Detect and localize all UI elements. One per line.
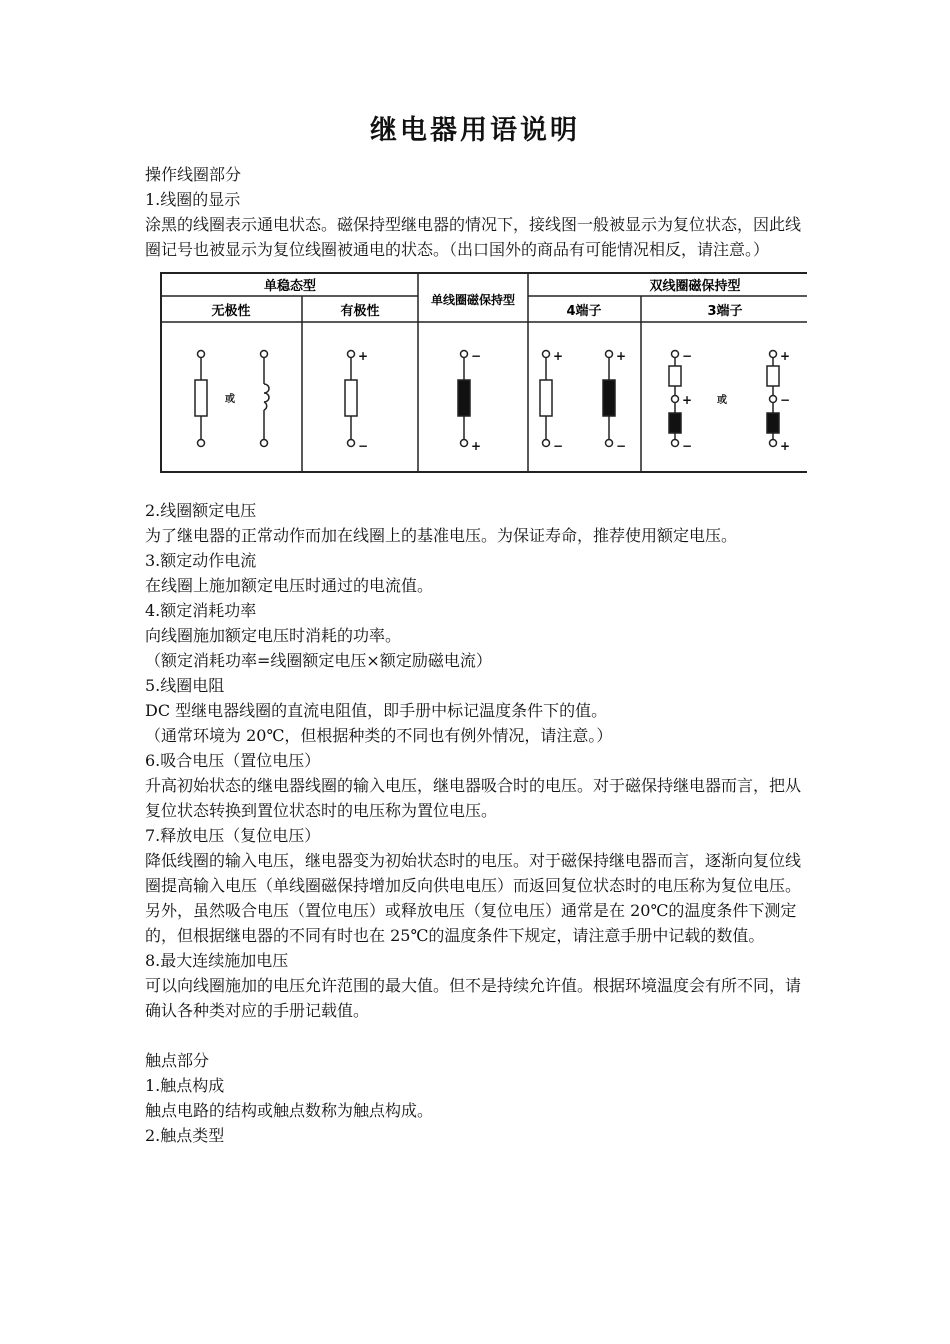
minus-sign: − (471, 349, 482, 363)
minus-sign: − (358, 439, 369, 453)
paragraph: DC 型继电器线圈的直流电阻值，即手册中标记温度条件下的值。 (145, 701, 608, 720)
minus-sign: − (682, 349, 693, 363)
paragraph: 在线圈上施加额定电压时通过的电流值。 (145, 576, 434, 595)
paragraph: （额定消耗功率=线圈额定电压×额定励磁电流） (145, 651, 492, 670)
item-heading: 6.吸合电压（置位电压） (145, 751, 321, 770)
header-single-stable: 单稳态型 (263, 279, 317, 294)
item-heading: 7.释放电压（复位电压） (145, 826, 321, 845)
minus-sign: − (780, 393, 791, 407)
paragraph: 可以向线圈施加的电压允许范围的最大值。但不是持续允许值。根据环境温度会有所不同，请确认各种类对应的手册记载值。 (145, 976, 802, 1020)
section-heading-coil: 操作线圈部分 (145, 165, 242, 184)
header-double-latch: 双线圈磁保持型 (649, 279, 741, 294)
paragraph: 升高初始状态的继电器线圈的输入电压，继电器吸合时的电压。对于磁保持继电器而言，把从复位状态转换到置位状态时的电压称为置位电压。 (145, 776, 802, 820)
minus-sign: − (616, 439, 627, 453)
item-heading: 5.线圈电阻 (145, 676, 225, 695)
or-label: 或 (717, 395, 727, 406)
plus-sign: + (471, 439, 482, 453)
header-4-terminal: 4端子 (566, 304, 602, 319)
document-body (145, 162, 807, 1148)
item-heading: 2.线圈额定电压 (145, 501, 257, 520)
header-polar: 有极性 (340, 304, 380, 319)
item-heading: 2.触点类型 (145, 1126, 225, 1145)
item-heading: 4.额定消耗功率 (145, 601, 257, 620)
section-heading-contact: 触点部分 (145, 1051, 210, 1070)
header-nonpolar: 无极性 (211, 304, 251, 319)
paragraph: 向线圈施加额定电压时消耗的功率。 (145, 626, 402, 645)
paragraph: 涂黑的线圈表示通电状态。磁保持型继电器的情况下，接线图一般被显示为复位状态，因此线圈记号也被显示为复位线圈被通电的状态。（出口国外的商品有可能情况相反，请注意。） (145, 215, 802, 259)
header-single-latch: 单线圈磁保持型 (430, 293, 516, 307)
minus-sign: − (553, 439, 564, 453)
item-heading: 1.触点构成 (145, 1076, 225, 1095)
item-heading: 1.线圈的显示 (145, 190, 241, 209)
coil-symbol-diagram (160, 272, 807, 474)
plus-sign: + (780, 439, 791, 453)
minus-sign: − (682, 439, 693, 453)
plus-sign: + (682, 393, 693, 407)
header-3-terminal: 3端子 (707, 304, 743, 319)
paragraph: 降低线圈的输入电压，继电器变为初始状态时的电压。对于磁保持继电器而言，逐渐向复位线圈提高输入电压（单线圈磁保持增加反向供电电压）而返回复位状态时的电压称为复位电压。另外，虽然吸合电压（置位电压）或释放电压（复位电压）通常是在 20℃的温度条件下测定的，但根据继电器的不同有时也在 25℃的温度条件下规定，请注意手册中记载的数值。 (145, 851, 802, 945)
plus-sign: + (358, 349, 369, 363)
item-heading: 3.额定动作电流 (145, 551, 257, 570)
or-label: 或 (225, 394, 235, 405)
paragraph: 为了继电器的正常动作而加在线圈上的基准电压。为保证寿命，推荐使用额定电压。 (145, 526, 738, 545)
paragraph: （通常环境为 20℃，但根据种类的不同也有例外情况，请注意。） (145, 726, 613, 745)
item-heading: 8.最大连续施加电压 (145, 951, 289, 970)
plus-sign: + (780, 349, 791, 363)
plus-sign: + (553, 349, 564, 363)
paragraph: 触点电路的结构或触点数称为触点构成。 (145, 1101, 434, 1120)
page-title: 继电器用语说明 (370, 115, 580, 146)
plus-sign: + (616, 349, 627, 363)
